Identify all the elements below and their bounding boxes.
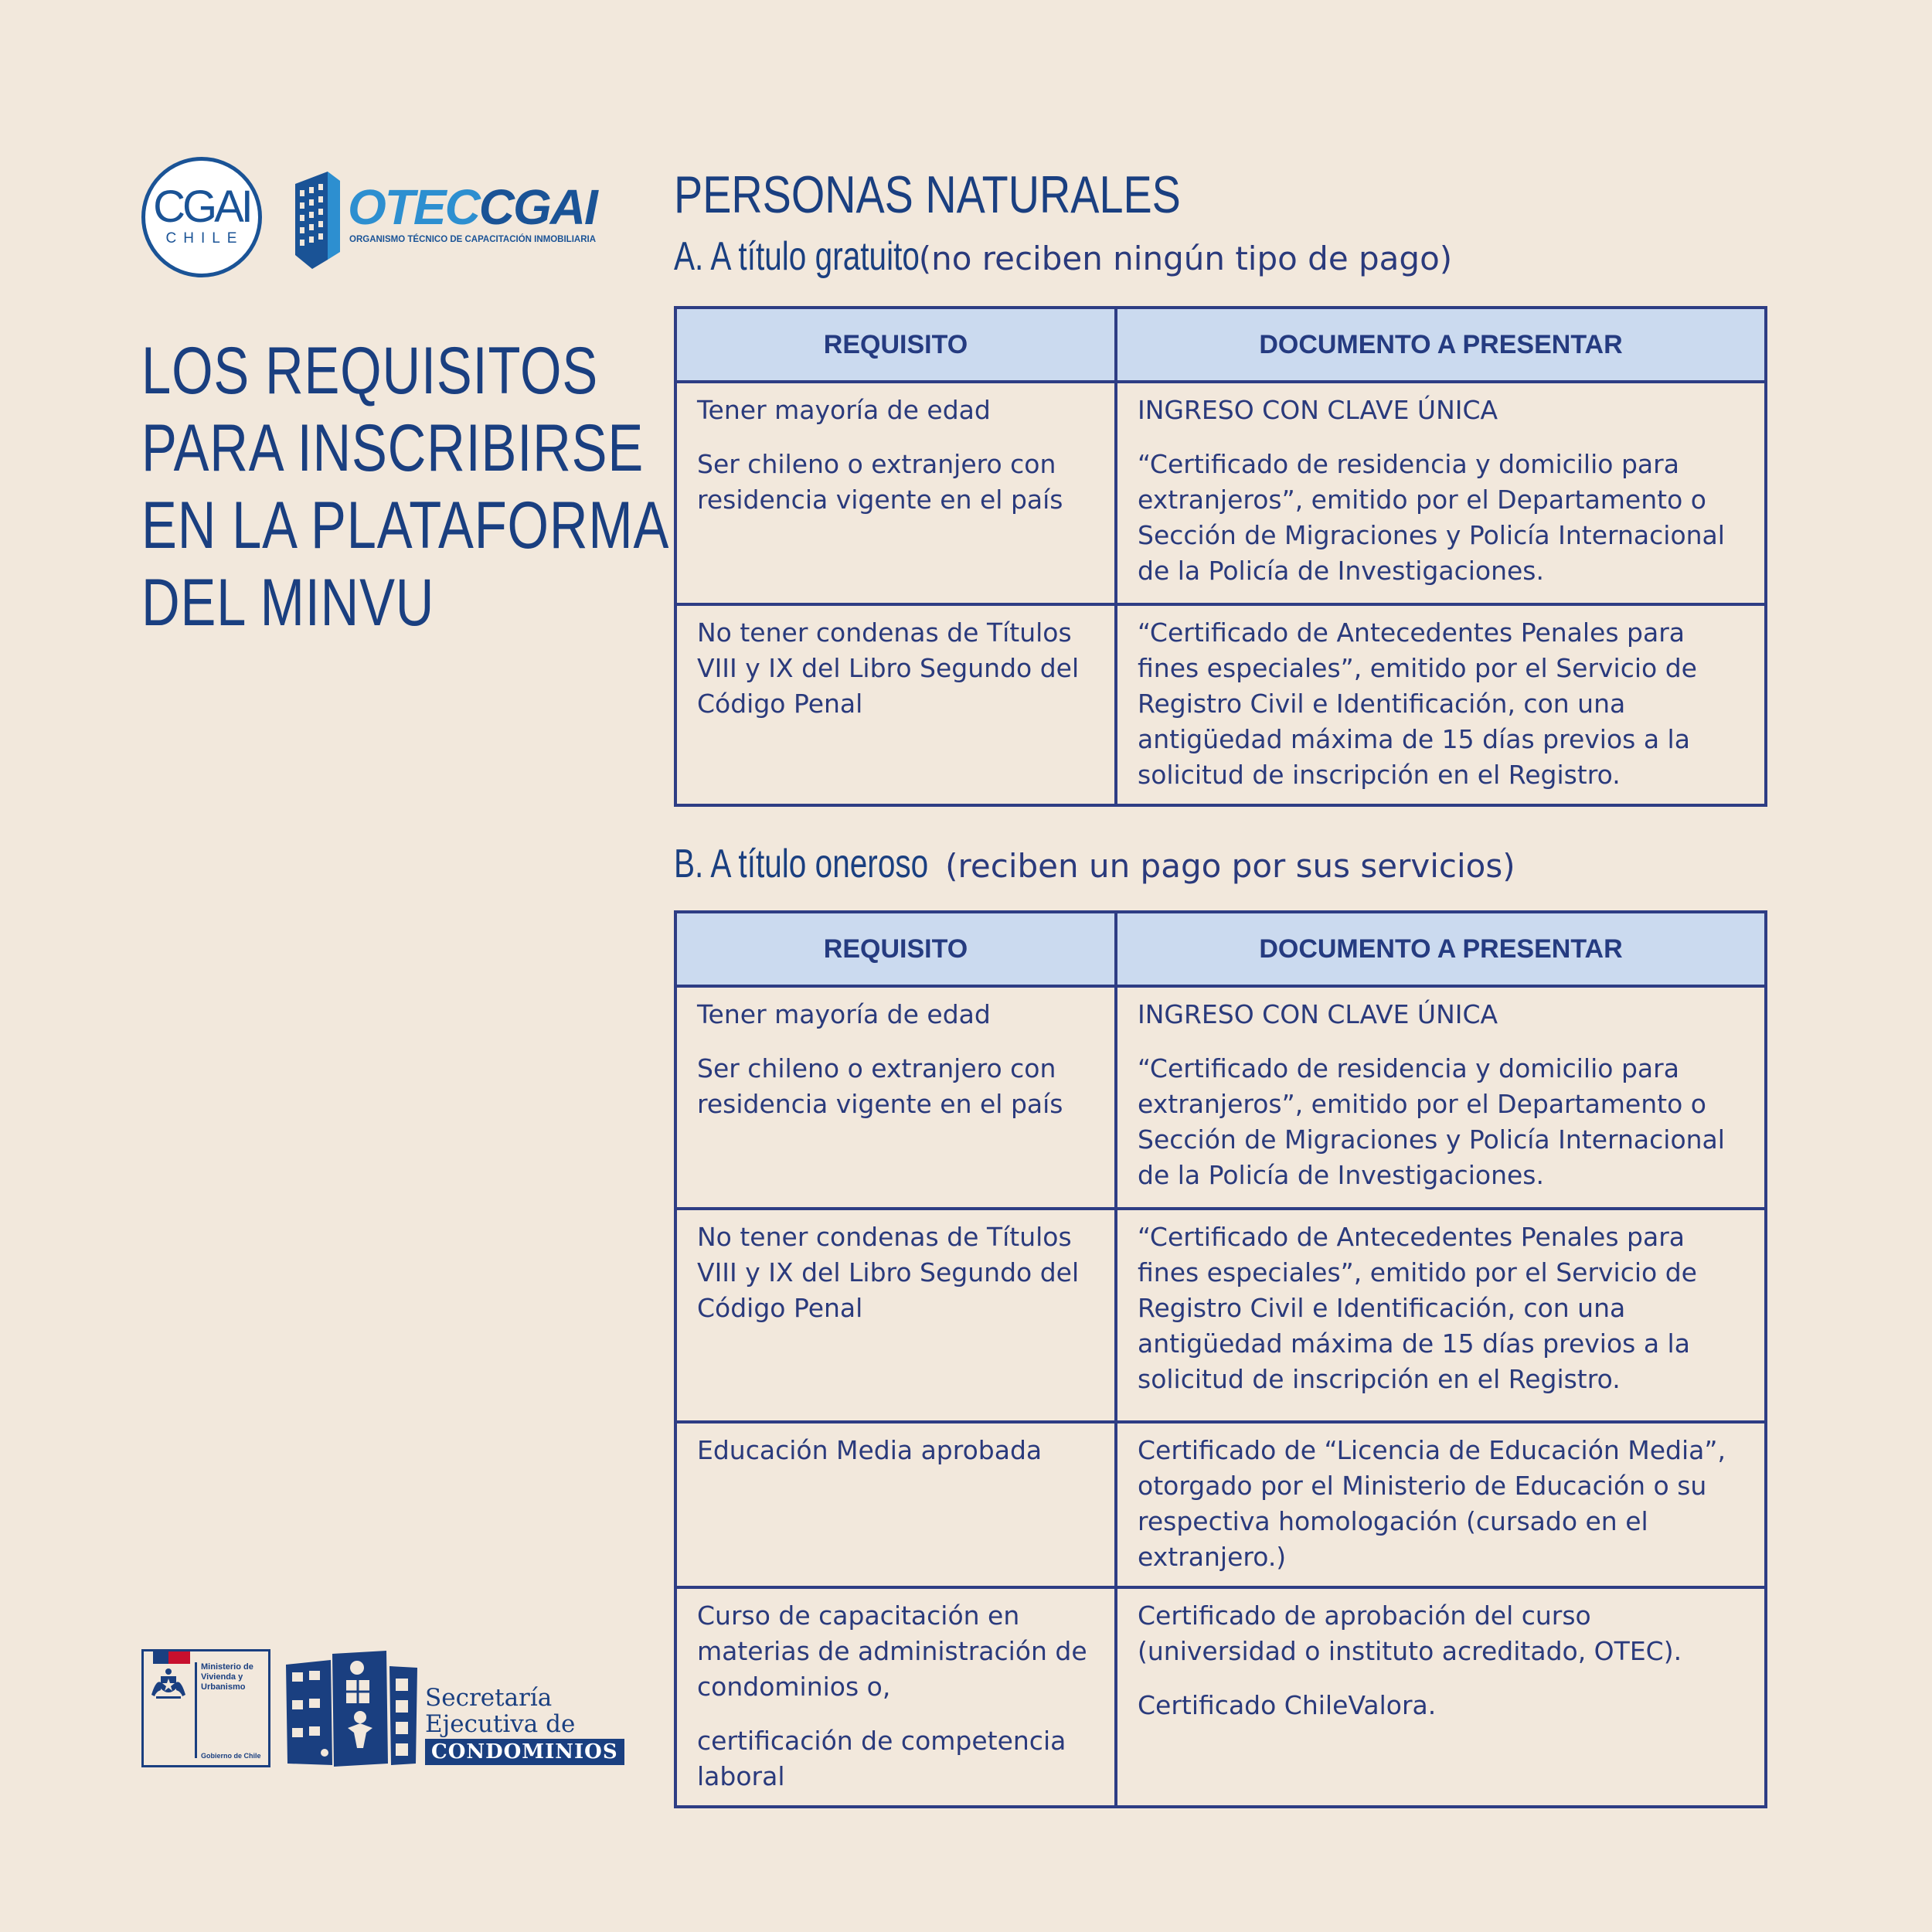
condominios-badge: CONDOMINIOS xyxy=(425,1739,624,1765)
requirement-text: Ser chileno o extranjero con residencia vigente en el país xyxy=(697,1053,1063,1119)
document-text: “Certificado de residencia y domicilio para extranjeros”, emitido por el Departamento o Sección de Migraciones y Policía Internacional de la Policía de Investigaciones. xyxy=(1138,449,1725,586)
table-row xyxy=(675,1422,1766,1587)
requirement-cell xyxy=(675,1422,1116,1587)
table-row xyxy=(675,382,1766,604)
table-row xyxy=(675,986,1766,1209)
table-header-row xyxy=(675,308,1766,382)
subsection-a-heading xyxy=(674,233,1452,289)
subsection-b-title: B. A título oneroso xyxy=(674,842,929,886)
document-cell xyxy=(1116,604,1766,805)
requirement-cell xyxy=(675,382,1116,604)
gobierno-de-chile-text: Gobierno de Chile xyxy=(201,1752,261,1760)
document-text: INGRESO CON CLAVE ÚNICA xyxy=(1138,999,1498,1029)
minvu-name-line: Urbanismo xyxy=(201,1682,246,1692)
column-header-documento: DOCUMENTO A PRESENTAR xyxy=(1116,912,1766,986)
column-header-requisito: REQUISITO xyxy=(675,308,1116,382)
title-line: LOS REQUISITOS xyxy=(141,334,599,408)
table-row xyxy=(675,1209,1766,1422)
document-cell xyxy=(1116,1587,1766,1807)
otec-wordmark-part2: CGAI xyxy=(478,179,597,235)
title-line: EN LA PLATAFORMA xyxy=(141,488,670,563)
minvu-logo xyxy=(141,1649,270,1767)
document-cell xyxy=(1116,382,1766,604)
cgai-logo-country: CHILE xyxy=(165,230,244,247)
column-header-documento: DOCUMENTO A PRESENTAR xyxy=(1116,308,1766,382)
requirement-text: No tener condenas de Títulos VIII y IX del Libro Segundo del Código Penal xyxy=(697,1222,1080,1323)
requirement-cell xyxy=(675,1209,1116,1422)
document-text: “Certificado de Antecedentes Penales para fines especiales”, emitido por el Servicio de Registro Civil e Identificación, con una antigüedad máxima de 15 días previos a la solicitud de inscripción en el Registro. xyxy=(1138,1222,1697,1394)
condominios-buildings-icon xyxy=(286,1651,419,1768)
otec-tagline: ORGANISMO TÉCNICO DE CAPACITACIÓN INMOBILIARIA xyxy=(349,235,597,244)
cgai-chile-logo xyxy=(141,157,262,277)
requirement-text: Tener mayoría de edad xyxy=(697,999,991,1029)
document-text: Certificado de “Licencia de Educación Media”, otorgado por el Ministerio de Educación o su respectiva homologación (cursado en el extranjero.) xyxy=(1138,1435,1726,1572)
document-cell xyxy=(1116,1209,1766,1422)
document-text: INGRESO CON CLAVE ÚNICA xyxy=(1138,395,1498,425)
requirements-table-a xyxy=(674,306,1767,807)
requirement-text: Ser chileno o extranjero con residencia vigente en el país xyxy=(697,449,1063,515)
requirement-text: Tener mayoría de edad xyxy=(697,395,991,425)
subsection-a-title: A. A título gratuito xyxy=(674,234,920,279)
subsection-b-note: (reciben un pago por sus servicios) xyxy=(945,847,1515,885)
column-header-requisito: REQUISITO xyxy=(675,912,1116,986)
document-text: Certificado de aprobación del curso (universidad o instituto acreditado, OTEC). xyxy=(1138,1600,1682,1666)
condominios-line: Ejecutiva de xyxy=(425,1710,576,1738)
table-row xyxy=(675,604,1766,805)
table-row xyxy=(675,1587,1766,1807)
document-cell xyxy=(1116,986,1766,1209)
otec-building-icon xyxy=(292,170,343,269)
requirement-cell xyxy=(675,604,1116,805)
requirement-text: certificación de competencia laboral xyxy=(697,1726,1066,1791)
minvu-name-line: Ministerio de xyxy=(201,1662,253,1672)
title-line: DEL MINVU xyxy=(141,566,435,640)
document-cell xyxy=(1116,1422,1766,1587)
otec-wordmark-part1: OTEC xyxy=(348,179,479,235)
coat-of-arms-icon xyxy=(150,1665,187,1699)
document-text: Certificado ChileValora. xyxy=(1138,1690,1437,1720)
document-text: “Certificado de Antecedentes Penales para fines especiales”, emitido por el Servicio de Registro Civil e Identificación, con una antigüedad máxima de 15 días previos a la solicitud de inscripción en el Registro. xyxy=(1138,617,1697,790)
cgai-logo-text: CGAI xyxy=(153,182,250,232)
requirement-cell xyxy=(675,986,1116,1209)
subsection-a-note: (no reciben ningún tipo de pago) xyxy=(918,240,1453,277)
minvu-name-line: Vivienda y xyxy=(201,1672,243,1682)
condominios-line: Secretaría xyxy=(425,1684,553,1712)
subsection-b-heading xyxy=(674,841,1515,896)
condominios-wordmark xyxy=(425,1685,624,1765)
table-header-row xyxy=(675,912,1766,986)
minvu-name xyxy=(201,1662,253,1692)
otec-cgai-wordmark xyxy=(348,179,597,235)
flag-bar-icon xyxy=(153,1651,190,1664)
title-line: PARA INSCRIBIRSE xyxy=(141,411,645,485)
requirement-text: No tener condenas de Títulos VIII y IX del Libro Segundo del Código Penal xyxy=(697,617,1080,719)
requirement-text: Curso de capacitación en materias de administración de condominios o, xyxy=(697,1600,1087,1702)
document-text: “Certificado de residencia y domicilio para extranjeros”, emitido por el Departamento o Sección de Migraciones y Policía Internacional de la Policía de Investigaciones. xyxy=(1138,1053,1725,1190)
requirements-table-b xyxy=(674,910,1767,1808)
section-title: PERSONAS NATURALES xyxy=(674,165,1181,224)
requirement-cell xyxy=(675,1587,1116,1807)
requirement-text: Educación Media aprobada xyxy=(697,1435,1043,1465)
